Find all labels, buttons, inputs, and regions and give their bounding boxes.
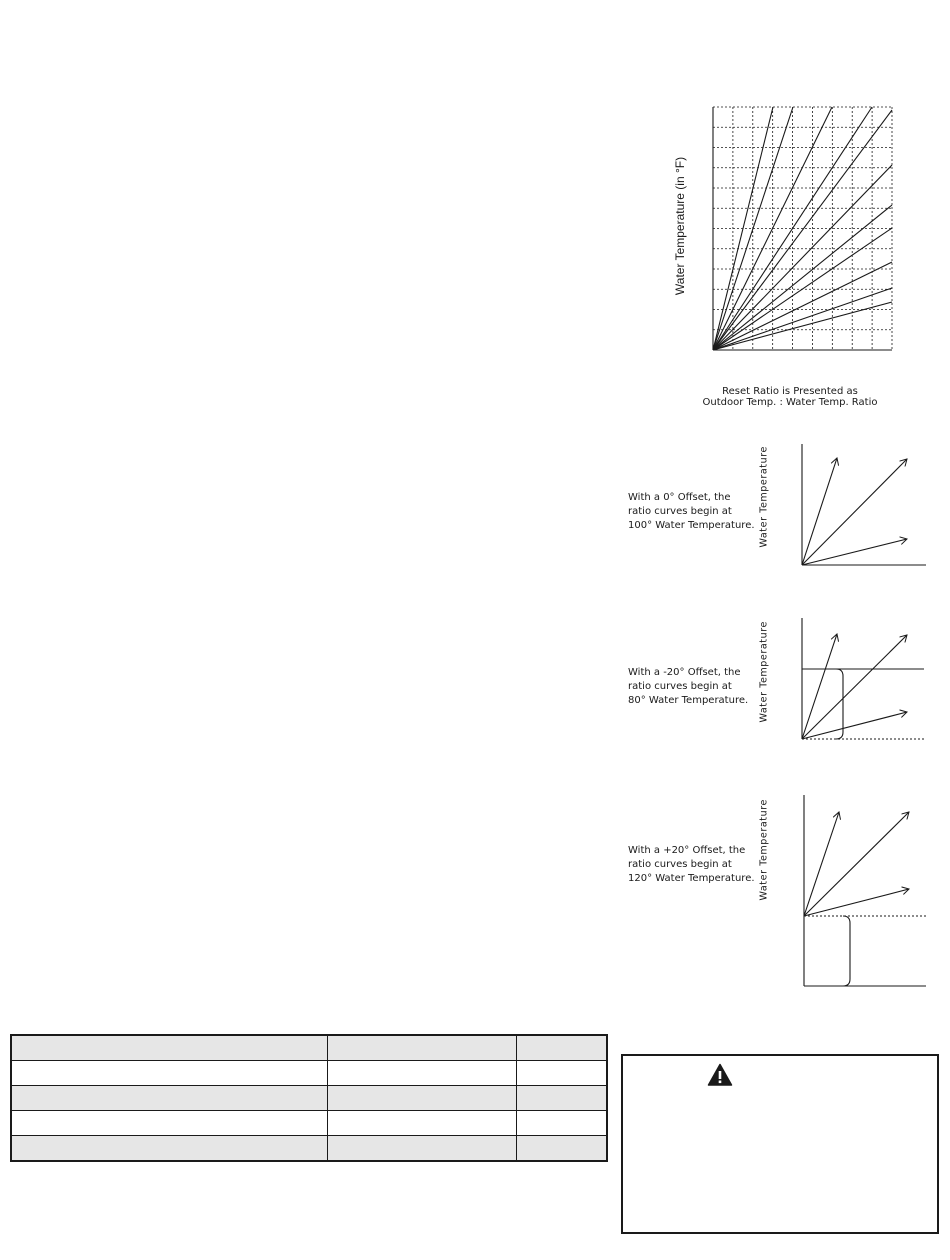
offset-note-line-3: 100° Water Temperature. xyxy=(628,520,755,531)
offset-note-line-1: With a -20° Offset, the xyxy=(628,667,741,678)
offset-note-line-3: 120° Water Temperature. xyxy=(628,873,755,884)
reset-chart-caption-line-2: Outdoor Temp. : Water Temp. Ratio xyxy=(702,397,878,408)
table-cell xyxy=(516,1136,607,1162)
table-cell xyxy=(516,1061,607,1086)
table-cell xyxy=(11,1136,328,1162)
table-cell xyxy=(516,1111,607,1136)
table-row xyxy=(11,1111,607,1136)
table-cell xyxy=(516,1035,607,1061)
offset-note-line-2: ratio curves begin at xyxy=(628,681,732,692)
reset-chart-caption-line-1: Reset Ratio is Presented as xyxy=(722,386,858,397)
table-cell xyxy=(328,1136,516,1162)
table-cell xyxy=(328,1086,516,1111)
offset-chart-minus-twenty-y-axis-label: Water Temperature xyxy=(758,621,770,723)
reset-chart-y-axis-label: Water Temperature (in °F) xyxy=(673,156,687,296)
offset-chart-plus-twenty-ratio-line-shallow xyxy=(804,889,909,916)
table-cell xyxy=(11,1111,328,1136)
offset-chart-zero-y-axis-label: Water Temperature xyxy=(758,446,770,548)
table-row xyxy=(11,1136,607,1162)
table-row xyxy=(11,1035,607,1061)
table-cell xyxy=(328,1111,516,1136)
table-cell xyxy=(516,1086,607,1111)
offset-note-line-3: 80° Water Temperature. xyxy=(628,695,749,706)
table-cell xyxy=(11,1035,328,1061)
table-cell xyxy=(328,1035,516,1061)
settings-table xyxy=(10,1034,608,1162)
table-cell xyxy=(11,1061,328,1086)
offset-note-line-2: ratio curves begin at xyxy=(628,859,732,870)
table-cell xyxy=(11,1086,328,1111)
offset-note-line-1: With a +20° Offset, the xyxy=(628,845,746,856)
table-cell xyxy=(328,1061,516,1086)
table-row xyxy=(11,1061,607,1086)
offset-note-line-2: ratio curves begin at xyxy=(628,506,732,517)
offset-chart-plus-twenty-ratio-line-mid xyxy=(804,812,909,916)
offset-chart-plus-twenty-ratio-line-steep xyxy=(804,812,839,916)
warning-box xyxy=(621,1054,939,1234)
table-row xyxy=(11,1086,607,1111)
offset-note-line-1: With a 0° Offset, the xyxy=(628,492,731,503)
warning-triangle-icon xyxy=(707,1063,733,1087)
offset-chart-plus-twenty-bracket xyxy=(843,916,850,986)
offset-chart-plus-twenty-y-axis-label: Water Temperature xyxy=(758,799,770,901)
